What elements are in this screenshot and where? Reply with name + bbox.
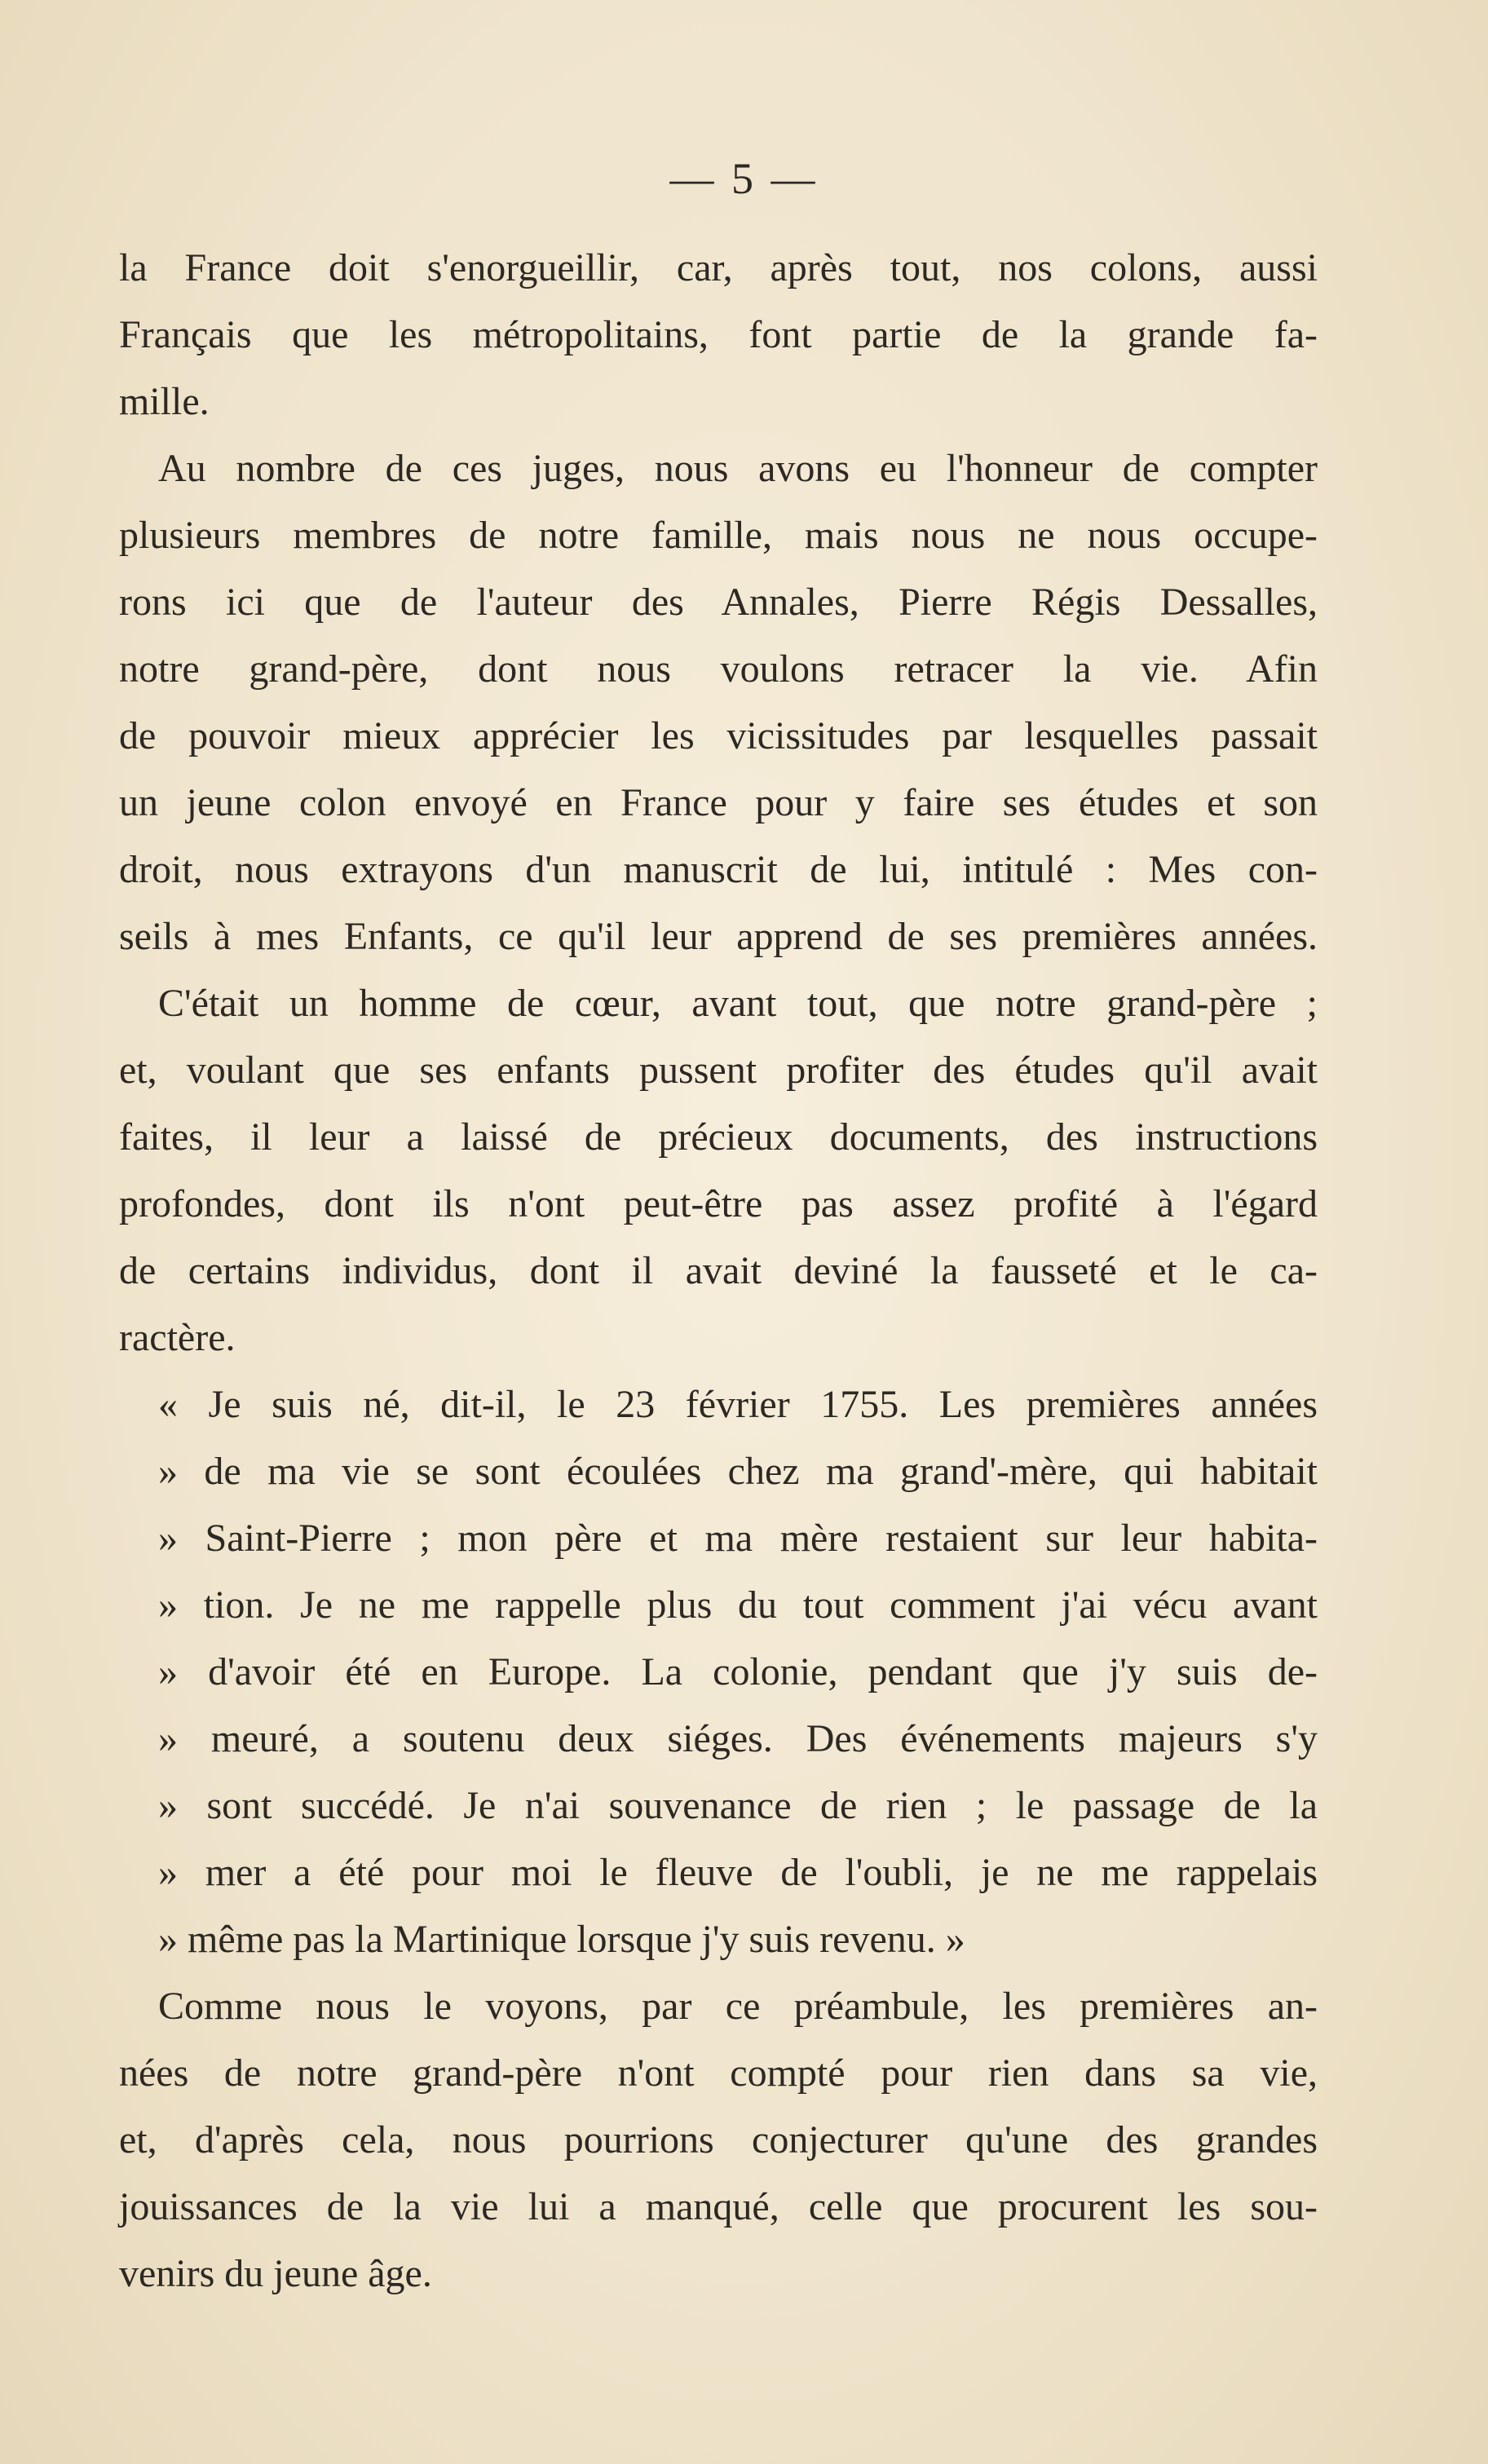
text-line: droit, nous extrayons d'un manuscrit de lui, intitulé : Mes con-	[119, 848, 1318, 891]
text-line: jouissances de la vie lui a manqué, celle que procurent les sou-	[119, 2185, 1318, 2228]
text-line: » meuré, a soutenu deux siéges. Des événements majeurs s'y	[158, 1717, 1318, 1760]
text-line: notre grand-père, dont nous voulons retracer la vie. Afin	[119, 647, 1318, 691]
text-line: plusieurs membres de notre famille, mais nous ne nous occupe-	[119, 514, 1318, 557]
text-line: ractère.	[119, 1316, 236, 1359]
text-line: » d'avoir été en Europe. La colonie, pendant que j'y suis de-	[158, 1650, 1318, 1693]
text-line: mille.	[119, 380, 210, 423]
text-line: » même pas la Martinique lorsque j'y suis revenu. »	[158, 1918, 965, 1961]
text-line: un jeune colon envoyé en France pour y faire ses études et son	[119, 781, 1318, 824]
text-line: rons ici que de l'auteur des Annales, Pierre Régis Dessalles,	[119, 581, 1318, 624]
text-line: Au nombre de ces juges, nous avons eu l'honneur de compter	[158, 447, 1318, 490]
text-line: de pouvoir mieux apprécier les vicissitudes par lesquelles passait	[119, 714, 1318, 757]
page-number: — 5 —	[669, 154, 819, 203]
text-line: de certains individus, dont il avait deviné la fausseté et le ca-	[119, 1249, 1318, 1292]
text-line: Français que les métropolitains, font partie de la grande fa-	[119, 313, 1318, 356]
body-text	[119, 235, 1318, 2307]
text-line: » mer a été pour moi le fleuve de l'oubli, je ne me rappelais	[158, 1851, 1318, 1894]
text-line: » tion. Je ne me rappelle plus du tout comment j'ai vécu avant	[158, 1583, 1318, 1627]
text-line: et, d'après cela, nous pourrions conjecturer qu'une des grandes	[119, 2118, 1318, 2162]
text-line: faites, il leur a laissé de précieux documents, des instructions	[119, 1115, 1318, 1159]
text-line: profondes, dont ils n'ont peut-être pas assez profité à l'égard	[119, 1182, 1318, 1225]
text-line: » Saint-Pierre ; mon père et ma mère restaient sur leur habita-	[158, 1517, 1318, 1560]
text-line: nées de notre grand-père n'ont compté pour rien dans sa vie,	[119, 2051, 1318, 2095]
text-line: venirs du jeune âge.	[119, 2252, 432, 2295]
text-line: » sont succédé. Je n'ai souvenance de rien ; le passage de la	[158, 1784, 1318, 1827]
text-line: seils à mes Enfants, ce qu'il leur apprend de ses premières années.	[119, 915, 1318, 958]
text-line: « Je suis né, dit-il, le 23 février 1755. Les premières années	[158, 1383, 1318, 1426]
text-line: Comme nous le voyons, par ce préambule, les premières an-	[158, 1985, 1318, 2028]
text-line: C'était un homme de cœur, avant tout, que notre grand-père ;	[158, 982, 1318, 1025]
text-line: » de ma vie se sont écoulées chez ma grand'-mère, qui habitait	[158, 1450, 1318, 1493]
text-line: et, voulant que ses enfants pussent profiter des études qu'il avait	[119, 1049, 1318, 1092]
text-line: la France doit s'enorgueillir, car, après tout, nos colons, aussi	[119, 246, 1318, 289]
